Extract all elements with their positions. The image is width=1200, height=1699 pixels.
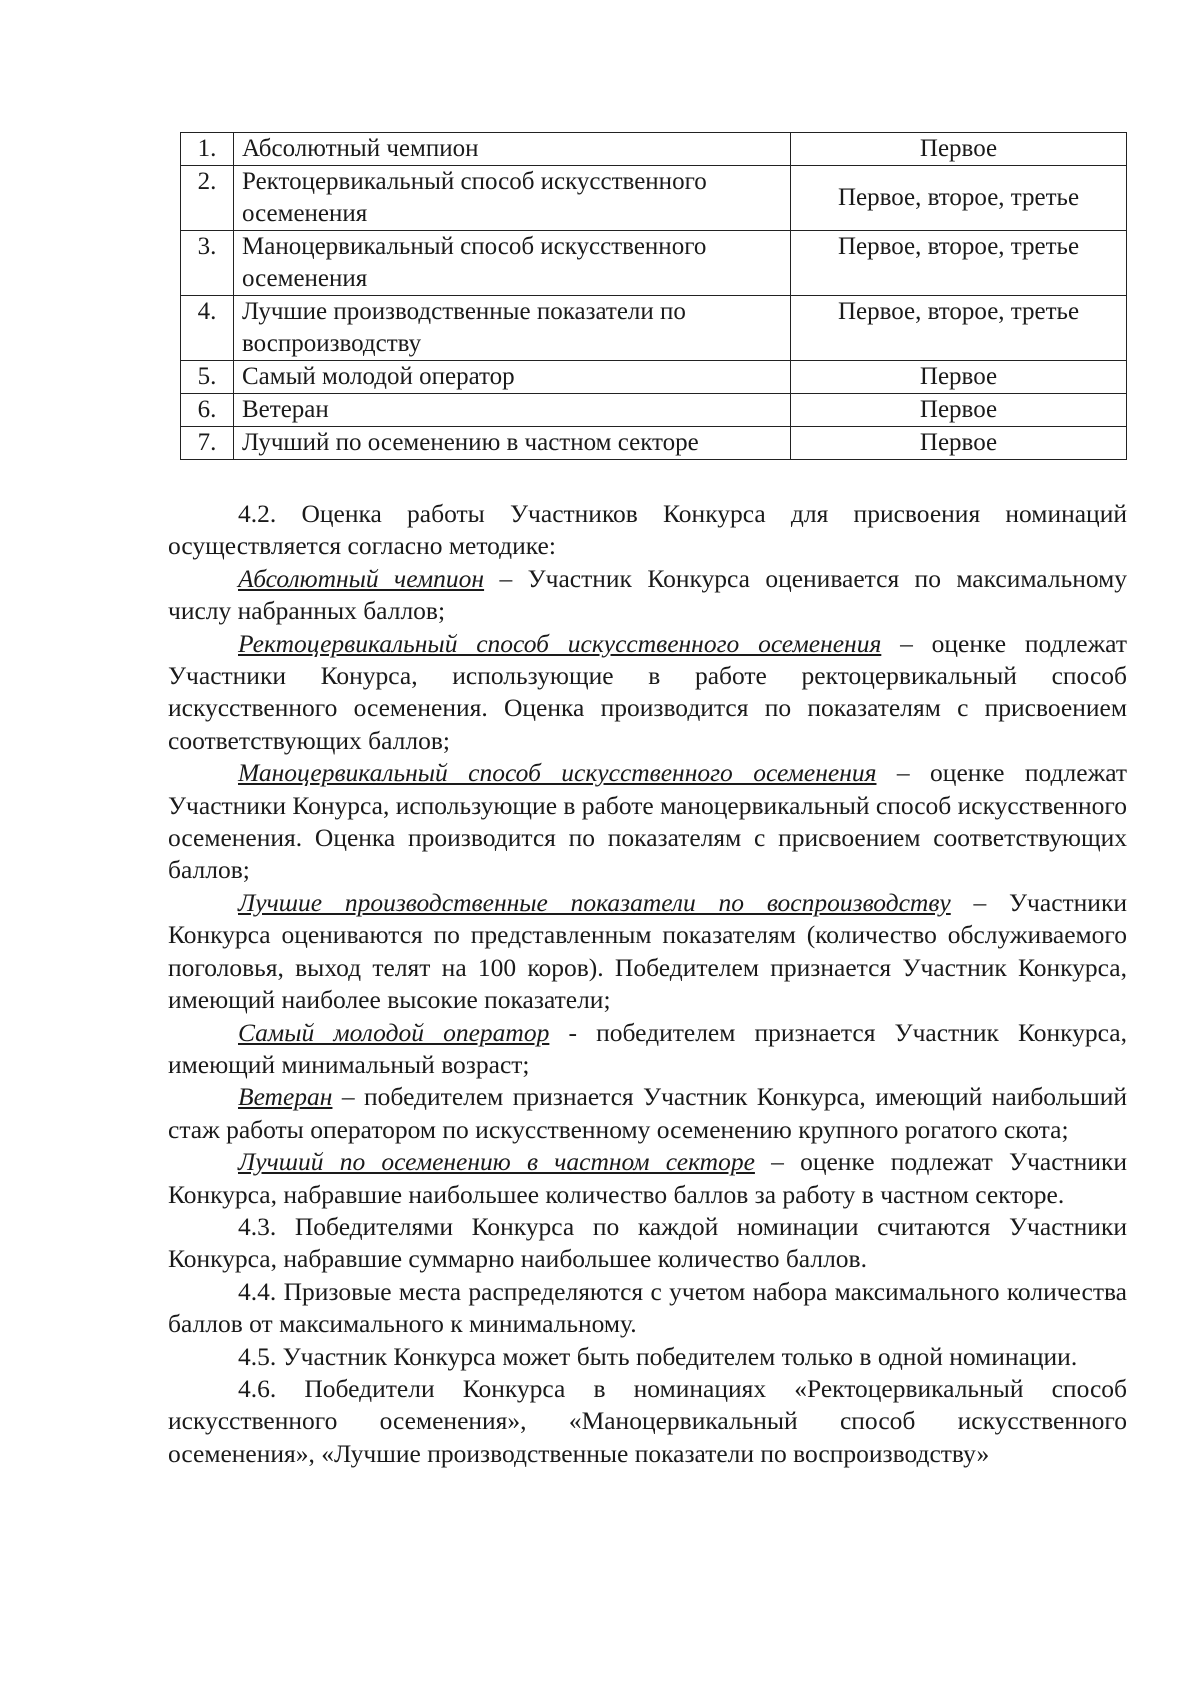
body-text — [168, 498, 1127, 1470]
prize-places: Первое, второе, третье — [791, 166, 1127, 231]
criterion-text: – Участники Конкурса оцениваются по представленным показателям (количество обслуживаемого поголовья, выход телят на 100 коров). Победителем признается Участник Конкурса, имеющий наиболее высокие показатели; — [168, 887, 1127, 1015]
row-number: 7. — [181, 427, 234, 460]
nomination-name: Ветеран — [234, 394, 791, 427]
criterion-text: – оценке подлежат Участники Конурса, использующие в работе ректоцервикальный способ искусственного осеменения. Оценка производится по показателям с присвоением соответствующих баллов; — [168, 628, 1127, 755]
prize-places: Первое — [791, 427, 1127, 460]
paragraph-4-6: 4.6. Победители Конкурса в номинациях «Ректоцервикальный способ искусственного осеменения», «Маноцервикальный способ искусственного осеменения», «Лучшие производственные показатели по воспроизводству» — [168, 1373, 1127, 1468]
criterion-term: Абсолютный чемпион — [238, 563, 485, 593]
criterion-term: Лучший по осеменению в частном секторе — [238, 1147, 755, 1177]
row-number: 4. — [181, 296, 234, 361]
criterion-term: Лучшие производственные показатели по воспроизводству — [238, 887, 951, 917]
table-row — [181, 166, 1127, 231]
table-row — [181, 427, 1127, 460]
criterion-text: - победителем признается Участник Конкурса, имеющий минимальный возраст; — [168, 1017, 1128, 1079]
row-number: 6. — [181, 394, 234, 427]
prize-places: Первое, второе, третье — [791, 296, 1127, 361]
criterion-term: Самый молодой оператор — [238, 1017, 550, 1047]
nomination-name: Ректоцервикальный способ искусственного осеменения — [234, 166, 791, 231]
row-number: 1. — [181, 133, 234, 166]
table-row — [181, 231, 1127, 296]
row-number: 3. — [181, 231, 234, 296]
criterion-text: – Участник Конкурса оценивается по максимальному числу набранных баллов; — [168, 563, 1127, 626]
table-row — [181, 296, 1127, 361]
criterion-text: – оценке подлежат Участники Конурса, использующие в работе маноцервикальный способ искусственного осеменения. Оценка производится по показателям с присвоением соответствующих баллов; — [168, 758, 1127, 885]
nomination-name: Лучшие производственные показатели по воспроизводству — [234, 296, 791, 361]
paragraph-4-4: 4.4. Призовые места распределяются с учетом набора максимального количества баллов от максимального к минимальному. — [168, 1276, 1127, 1339]
criterion-term: Маноцервикальный способ искусственного осеменения — [238, 758, 877, 788]
row-number: 5. — [181, 361, 234, 394]
criterion-term: Ветеран — [238, 1082, 333, 1112]
criterion-text: – победителем признается Участник Конкурса, имеющий наибольший стаж работы оператором по искусственному осеменению крупного рогатого скота; — [168, 1082, 1127, 1144]
paragraph-4-5: 4.5. Участник Конкурса может быть победителем только в одной номинации. — [238, 1341, 1078, 1371]
criterion-private-sector — [168, 1146, 1127, 1211]
criterion-manocervical — [168, 757, 1127, 887]
nominations-table — [180, 132, 1127, 460]
criterion-rectocervical — [168, 628, 1127, 758]
table-row — [181, 394, 1127, 427]
nomination-name: Абсолютный чемпион — [234, 133, 791, 166]
row-number: 2. — [181, 166, 234, 231]
prize-places: Первое — [791, 361, 1127, 394]
table-row — [181, 133, 1127, 166]
criterion-veteran — [168, 1081, 1127, 1146]
criterion-term: Ректоцервикальный способ искусственного осеменения — [238, 628, 882, 658]
criterion-text: – оценке подлежат Участники Конкурса, набравшие наибольшее количество баллов за работу в частном секторе. — [168, 1147, 1127, 1209]
criterion-absolute-champion — [168, 563, 1127, 628]
prize-places: Первое — [791, 133, 1127, 166]
table-row — [181, 361, 1127, 394]
criterion-youngest-operator — [168, 1017, 1127, 1082]
paragraph-4-2: 4.2. Оценка работы Участников Конкурса для присвоения номинаций осуществляется согласно методике: — [168, 499, 1127, 561]
nomination-name: Маноцервикальный способ искусственного осеменения — [234, 231, 791, 296]
prize-places: Первое — [791, 394, 1127, 427]
paragraph-4-3: 4.3. Победителями Конкурса по каждой номинации считаются Участники Конкурса, набравшие суммарно наибольшее количество баллов. — [168, 1211, 1127, 1274]
nomination-name: Самый молодой оператор — [234, 361, 791, 394]
nomination-name: Лучший по осеменению в частном секторе — [234, 427, 791, 460]
criterion-best-indicators — [168, 887, 1127, 1017]
prize-places: Первое, второе, третье — [791, 231, 1127, 296]
